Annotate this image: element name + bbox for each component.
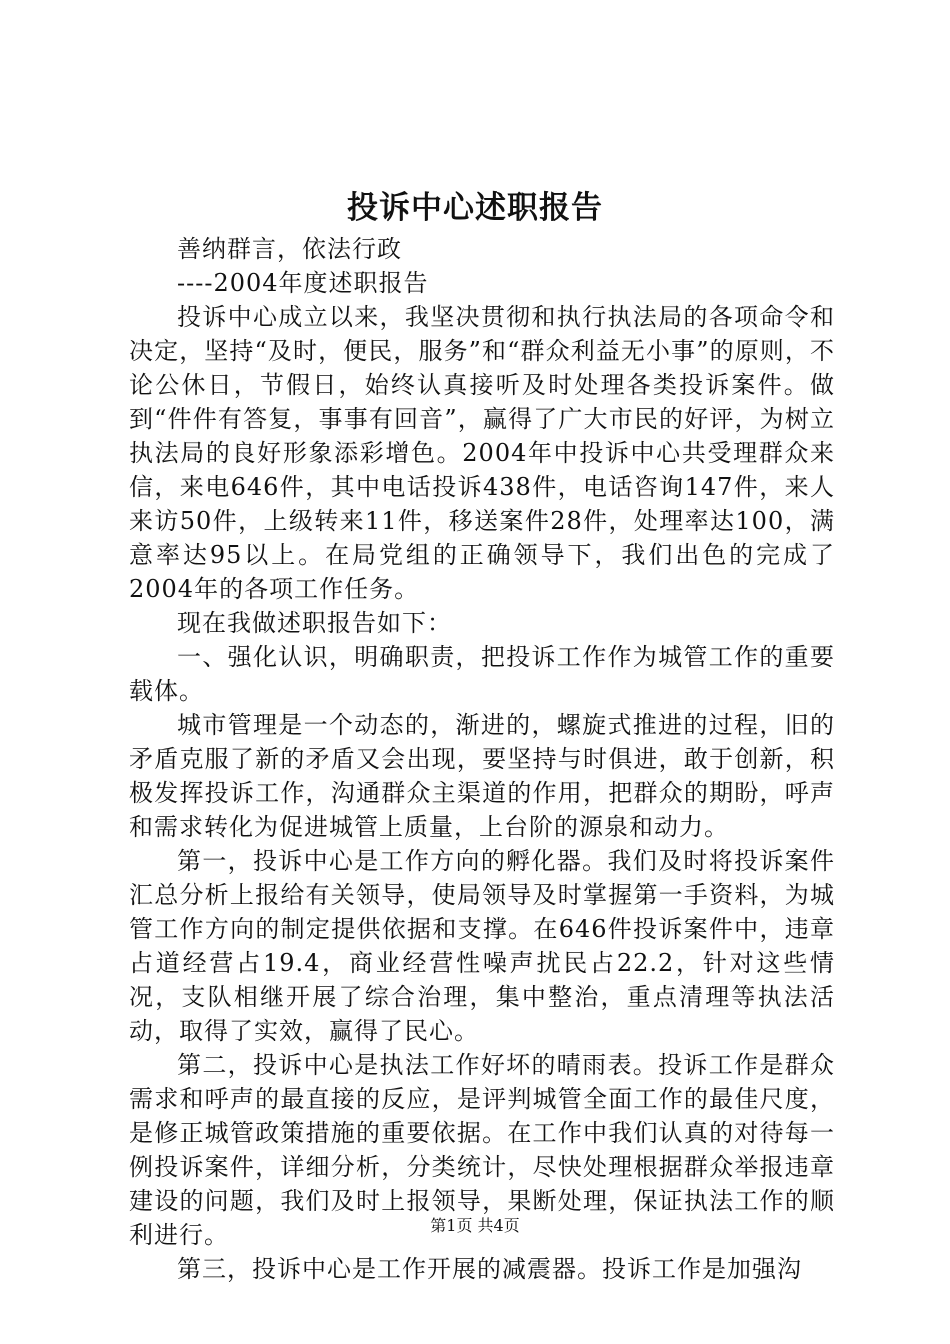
paragraph-city-management: 城市管理是一个动态的，渐进的，螺旋式推进的过程，旧的矛盾克服了新的矛盾又会出现，要坚持与时俱进，敢于创新，积极发挥投诉工作，沟通群众主渠道的作用，把群众的期盼，呼声和需求转化为促进城管上质量，上台阶的源泉和动力。 [129,711,835,841]
paragraph-section-one-heading: 一、强化认识，明确职责，把投诉工作作为城管工作的重要载体。 [129,643,835,705]
paragraph-first: 第一，投诉中心是工作方向的孵化器。我们及时将投诉案件汇总分析上报给有关领导，使局领导及时掌握第一手资料，为城管工作方向的制定提供依据和支撑。在646件投诉案件中，违章占道经营占19.4，商业经营性噪声扰民占22.2，针对这些情况，支队相继开展了综合治理，集中整治，重点清理等执法活动，取得了实效，赢得了民心。 [129,847,835,1045]
paragraph-third: 第三，投诉中心是工作开展的减震器。投诉工作是加强沟 [177,1255,802,1283]
paragraph-report-year: ----2004年度述职报告 [177,269,429,297]
paragraph-subtitle: 善纳群言，依法行政 [177,235,402,263]
paragraph-report-lead: 现在我做述职报告如下： [177,609,452,637]
page-footer: 第1页 共4页 [430,1216,520,1235]
document-title: 投诉中心述职报告 [347,190,603,226]
document-body [129,232,835,1286]
paragraph-second: 第二，投诉中心是执法工作好坏的晴雨表。投诉工作是群众需求和呼声的最直接的反应，是评判城管全面工作的最佳尺度，是修正城管政策措施的重要依据。在工作中我们认真的对待每一例投诉案件，详细分析，分类统计，尽快处理根据群众举报违章建设的问题，我们及时上报领导，果断处理，保证执法工作的顺利进行。 [129,1051,835,1249]
paragraph-intro: 投诉中心成立以来，我坚决贯彻和执行执法局的各项命令和决定，坚持“及时，便民，服务”和“群众利益无小事”的原则，不论公休日，节假日，始终认真接听及时处理各类投诉案件。做到“件件有答复，事事有回音”，赢得了广大市民的好评，为树立执法局的良好形象添彩增色。2004年中投诉中心共受理群众来信，来电646件，其中电话投诉438件，电话咨询147件，来人来访50件，上级转来11件，移送案件28件，处理率达100，满意率达95以上。在局党组的正确领导下，我们出色的完成了2004年的各项工作任务。 [129,303,835,603]
